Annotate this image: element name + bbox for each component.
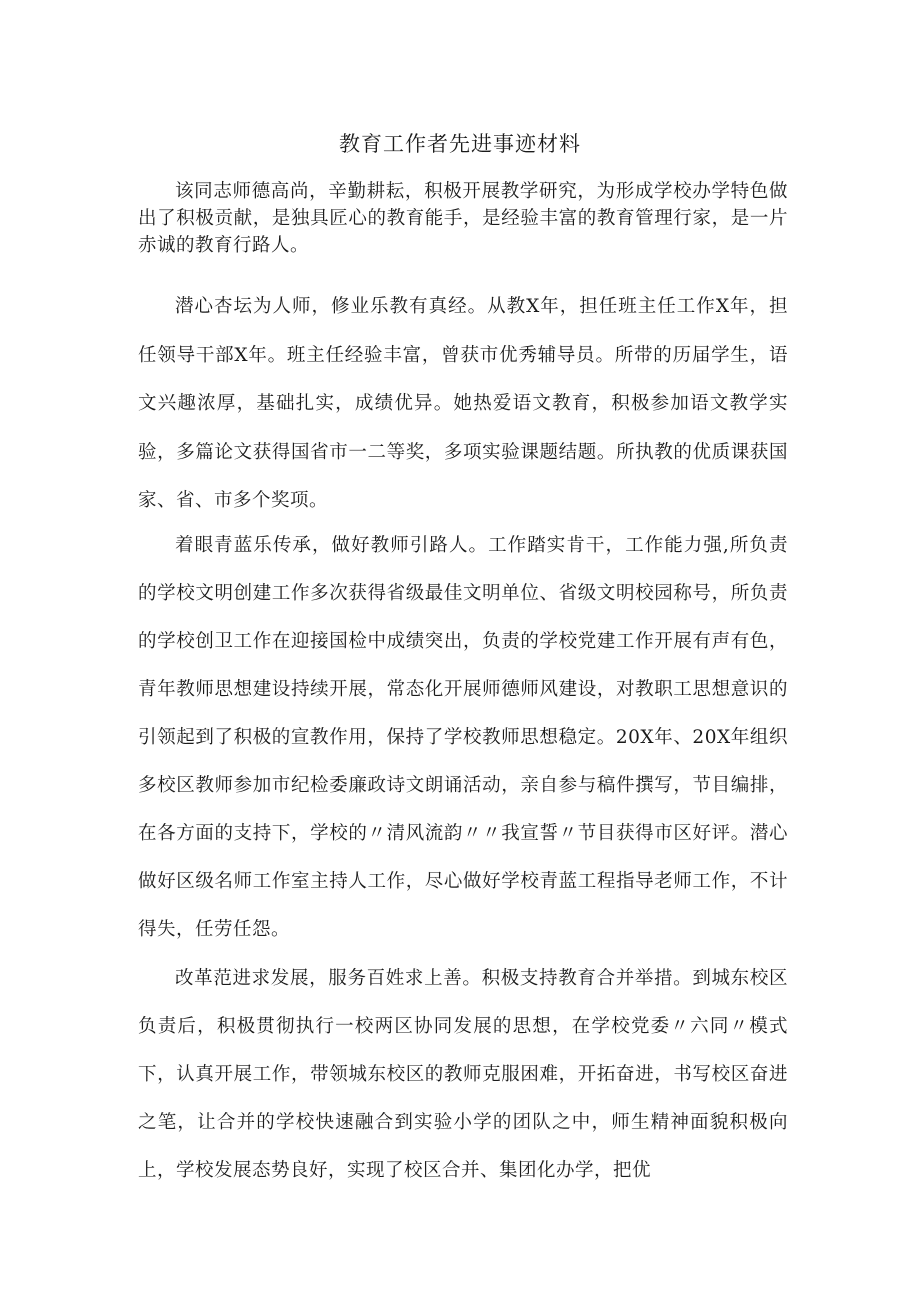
- paragraph-reform: 改革范进求发展，服务百姓求上善。积极支持教育合并举措。到城东校区负责后，积极贯彻执行一校两区协同发展的思想，在学校党委〃六同〃模式下，认真开展工作，带领城东校区的教师克服困难，开拓奋进，书写校区奋进之笔，让合并的学校快速融合到实验小学的团队之中，师生精神面貌积极向上，学校发展态势良好，实现了校区合并、集团化办学，把优: [138, 968, 788, 1181]
- document-title: 教育工作者先进事迹材料: [339, 132, 581, 156]
- paragraph-teaching: 潜心杏坛为人师，修业乐教有真经。从教X年，担任班主任工作X年，担任领导干部X年。班主任经验丰富，曾获市优秀辅导员。所带的历届学生，语文兴趣浓厚，基础扎实，成绩优异。她热爱语文教育，积极参加语文教学实验，多篇论文获得国省市一二等奖，多项实验课题结题。所执教的优质课获国家、省、市多个奖项。: [138, 296, 788, 511]
- paragraph-intro: 该同志师德高尚，辛勤耕耘，积极开展教学研究，为形成学校办学特色做出了积极贡献，是独具匠心的教育能手，是经验丰富的教育管理行家，是一片赤诚的教育行路人。: [138, 181, 788, 256]
- paragraph-mentoring: 着眼青蓝乐传承，做好教师引路人。工作踏实肯干，工作能力强,所负责的学校文明创建工作多次获得省级最佳文明单位、省级文明校园称号，所负责的学校创卫工作在迎接国检中成绩突出，负责的学校党建工作开展有声有色，青年教师思想建设持续开展，常态化开展师德师风建设，对教职工思想意识的引领起到了积极的宣教作用，保持了学校教师思想稳定。20X年、20X年组织多校区教师参加市纪检委廉政诗文朗诵活动，亲自参与稿件撰写，节目编排，在各方面的支持下，学校的〃清风流韵〃〃我宣誓〃节目获得市区好评。潜心做好区级名师工作室主持人工作，尽心做好学校青蓝工程指导老师工作，不计得失，任劳任怨。: [138, 535, 788, 940]
